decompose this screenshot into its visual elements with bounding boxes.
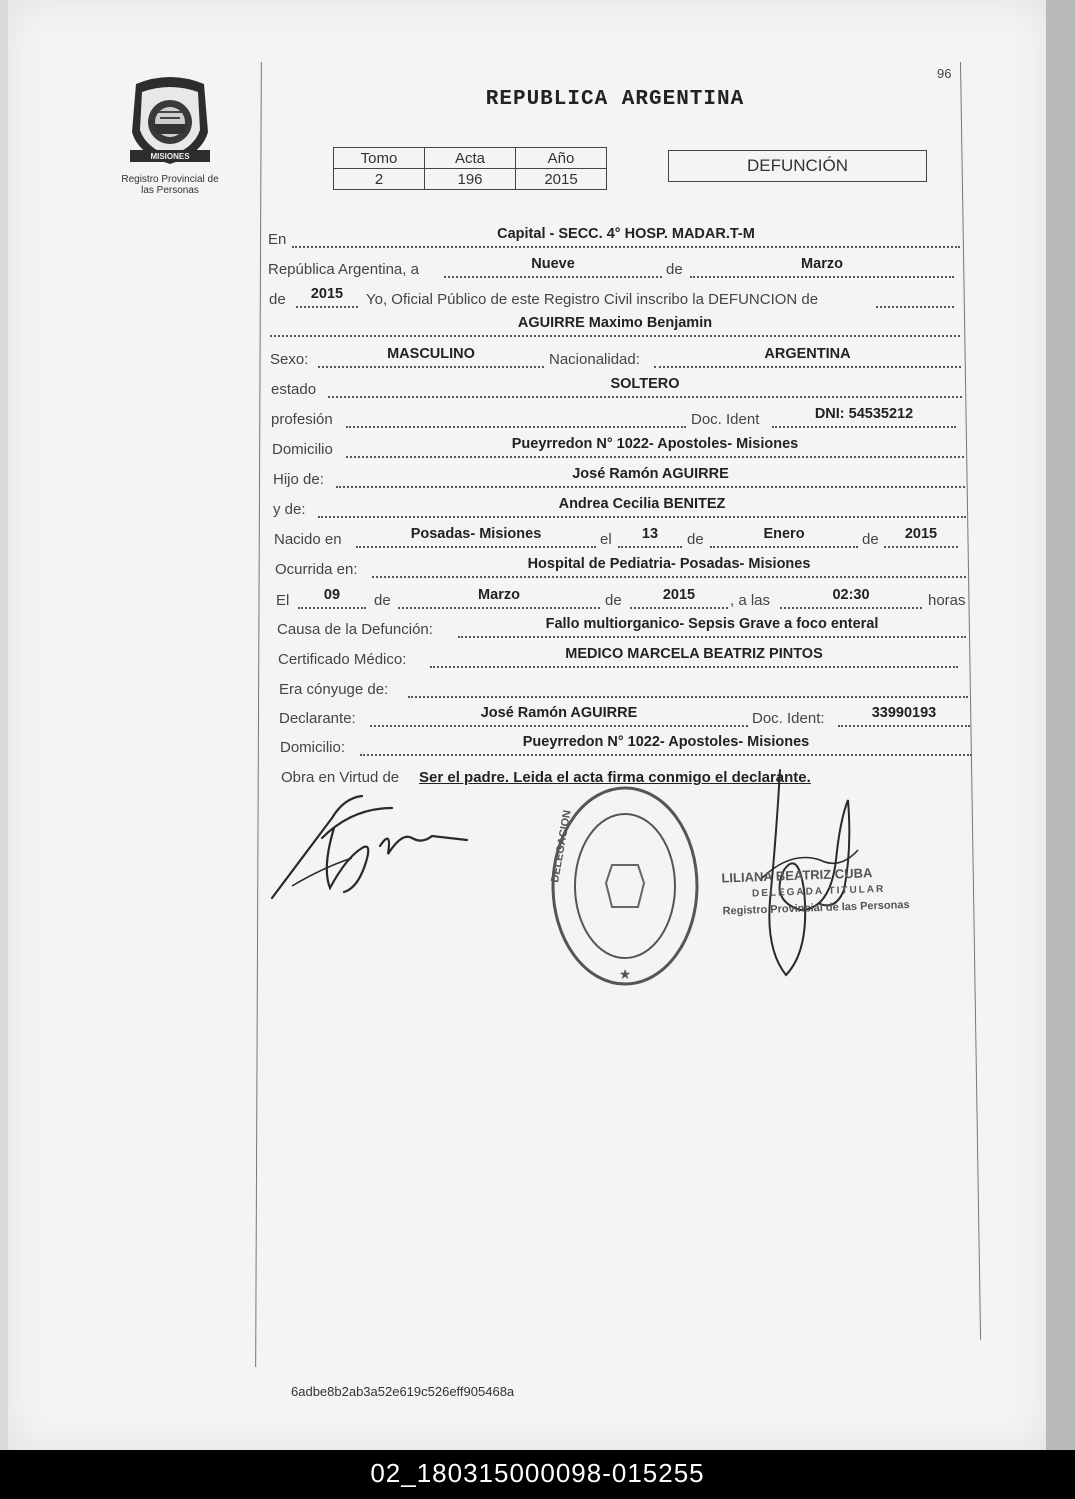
field-certificado: MEDICO MARCELA BEATRIZ PINTOS (430, 644, 958, 668)
label-domicilio-declarante: Domicilio: (280, 739, 346, 756)
row-ocurrida (0, 556, 1075, 578)
registry-caption-line1: Registro Provincial de (121, 174, 219, 185)
row-profesion (0, 406, 1075, 428)
field-estado: SOLTERO (328, 374, 962, 398)
registry-caption (100, 174, 240, 196)
field-death-year: 2015 (630, 585, 728, 609)
row-republica (0, 256, 1075, 278)
province-seal-logo (122, 72, 218, 168)
row-nombre (0, 315, 1075, 337)
label-de: de (666, 261, 683, 278)
label-republica: República Argentina, a (268, 261, 419, 278)
label-doc-declarante: Doc. Ident: (752, 710, 825, 727)
field-domicilio-declarante: Pueyrredon N° 1022- Apostoles- Misiones (360, 732, 972, 756)
row-conyuge (0, 676, 1075, 698)
field-mother: Andrea Cecilia BENITEZ (318, 494, 966, 518)
field-sexo: MASCULINO (318, 344, 544, 368)
row-fecha (0, 587, 1075, 609)
document-title: REPUBLICA ARGENTINA (485, 88, 745, 111)
label-inscribo: Yo, Oficial Público de este Registro Civil inscribo la DEFUNCION de (366, 291, 819, 308)
declarant-signature (262, 788, 477, 908)
field-father: José Ramón AGUIRRE (336, 464, 965, 488)
row-obra (0, 764, 1075, 786)
label-y-de: y de: (273, 501, 306, 518)
field-birth-year: 2015 (884, 524, 958, 548)
row-domicilio-declarante (0, 734, 1075, 756)
registry-caption-line2: las Personas (141, 185, 199, 196)
row-declarante (0, 705, 1075, 727)
field-en: Capital - SECC. 4° HOSP. MADAR.T-M (292, 224, 960, 248)
field-birth-place: Posadas- Misiones (356, 524, 596, 548)
field-month: Marzo (690, 254, 954, 278)
field-profesion (346, 404, 686, 428)
label-conyuge: Era cónyuge de: (279, 681, 389, 698)
label-causa: Causa de la Defunción: (277, 621, 433, 638)
label-el-fecha: El (276, 592, 290, 609)
row-en (0, 226, 1075, 248)
value-tomo: 2 (334, 169, 425, 190)
field-death-place: Hospital de Pediatria- Posadas- Misiones (372, 554, 966, 578)
field-deceased-name: AGUIRRE Maximo Benjamin (270, 313, 960, 337)
label-estado: estado (271, 381, 317, 398)
label-doc-ident: Doc. Ident (691, 411, 760, 428)
header-anio: Año (516, 148, 607, 169)
label-el: el (600, 531, 612, 548)
row-hijo-de (0, 466, 1075, 488)
field-doc-declarante: 33990193 (838, 703, 970, 727)
row-y-de (0, 496, 1075, 518)
label-declarante: Declarante: (279, 710, 356, 727)
page-number: 96 (937, 66, 952, 81)
field-declarante: José Ramón AGUIRRE (370, 703, 748, 727)
label-nacido: Nacido en (274, 531, 342, 548)
official-stamp-text (721, 863, 923, 921)
official-role: DELEGADA TITULAR (751, 883, 886, 900)
label-ocurrida: Ocurrida en: (275, 561, 358, 578)
label-certificado: Certificado Médico: (278, 651, 407, 668)
stamp-lettering: DELEGACION (549, 809, 574, 884)
field-death-month: Marzo (398, 585, 600, 609)
row-causa (0, 616, 1075, 638)
official-office: Registro Provincial de las Personas (722, 898, 910, 918)
field-anio-blank (876, 284, 954, 308)
row-nacido (0, 526, 1075, 548)
field-domicilio: Pueyrredon N° 1022- Apostoles- Misiones (346, 434, 964, 458)
field-year: 2015 (296, 284, 358, 308)
row-sexo (0, 346, 1075, 368)
label-en: En (268, 231, 287, 248)
label-domicilio: Domicilio (272, 441, 333, 458)
header-tomo: Tomo (334, 148, 425, 169)
field-death-day: 09 (298, 585, 366, 609)
label-obra: Obra en Virtud de (281, 769, 400, 786)
label-a-las: , a las (730, 592, 771, 609)
footer-id-bar (0, 1450, 1075, 1499)
row-certificado (0, 646, 1075, 668)
official-name: LILIANA BEATRIZ CUBA (721, 865, 873, 886)
value-acta: 196 (425, 169, 516, 190)
seal-lettering: MISIONES (150, 152, 190, 161)
svg-text:★: ★ (618, 966, 632, 982)
record-table (333, 147, 607, 190)
label-profesion: profesión (271, 411, 333, 428)
value-anio: 2015 (516, 169, 607, 190)
row-domicilio (0, 436, 1075, 458)
field-death-time: 02:30 (780, 585, 922, 609)
label-hijo-de: Hijo de: (273, 471, 324, 488)
field-birth-month: Enero (710, 524, 858, 548)
document-hash: 6adbe8b2ab3a52e619c526eff905468a (291, 1384, 515, 1399)
row-anio (0, 286, 1075, 308)
field-conyuge (408, 674, 968, 698)
label-fecha-de-1: de (374, 592, 391, 609)
label-anio: de (269, 291, 286, 308)
row-estado (0, 376, 1075, 398)
field-nacionalidad: ARGENTINA (654, 344, 961, 368)
label-sexo: Sexo: (270, 351, 309, 368)
label-horas: horas (928, 592, 966, 609)
field-causa: Fallo multiorganico- Sepsis Grave a foco enteral (458, 614, 966, 638)
header-acta: Acta (425, 148, 516, 169)
label-de-1: de (687, 531, 704, 548)
label-nacionalidad: Nacionalidad: (549, 351, 640, 368)
footer-id: 02_180315000098-015255 (370, 1458, 705, 1488)
record-type-box: DEFUNCIÓN (668, 150, 927, 182)
label-de-2: de (862, 531, 879, 548)
field-doc-ident: DNI: 54535212 (772, 404, 956, 428)
field-obra: Ser el padre. Leida el acta firma conmigo el declarante. (419, 769, 811, 786)
field-day: Nueve (444, 254, 662, 278)
field-birth-day: 13 (618, 524, 682, 548)
label-fecha-de-2: de (605, 592, 622, 609)
registry-stamp (548, 783, 702, 989)
